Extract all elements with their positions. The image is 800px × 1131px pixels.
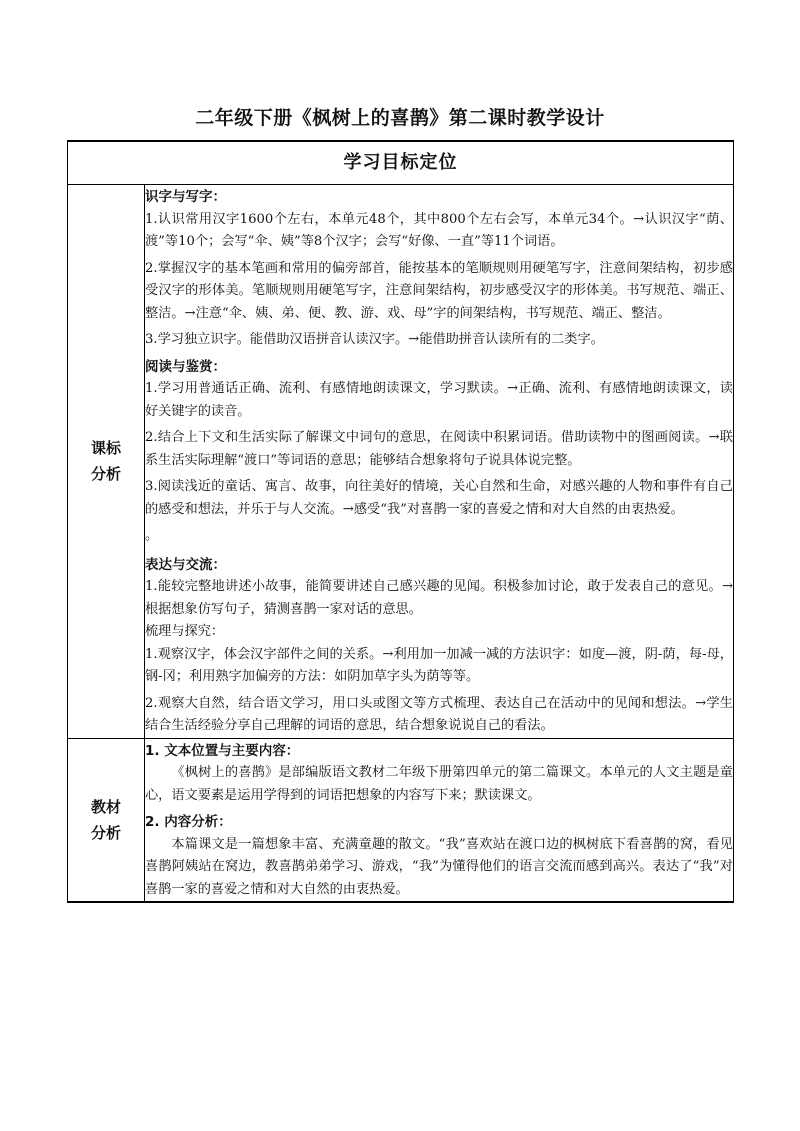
curriculum-label-line2: 分析	[90, 465, 121, 484]
exploration-heading: 梳理与探究：	[145, 624, 225, 639]
text-position-body: 《枫树上的喜鹊》是部编版语文教材二年级下册第四单元的第二篇课文。本单元的人文主题是童心，语文要素是运用学得到的词语把想象的内容写下来；默读课文。	[145, 765, 733, 803]
textbook-label-line2: 分析	[90, 823, 121, 842]
reading-item-2: 2.结合上下文和生活实际了解课文中词句的意思，在阅读中积累词语。借助读物中的图画阅读。→联系生活实际理解“渡口”等词语的意思；能够结合想象将句子说具体说完整。	[145, 430, 733, 468]
curriculum-label-line1: 课标	[90, 439, 121, 458]
stray-period: 。	[145, 528, 159, 543]
reading-item-3: 3.阅读浅近的童话、寓言、故事，向往美好的情境，关心自然和生命，对感兴趣的人物和事件有自己的感受和想法，并乐于与人交流。→感受“我”对喜鹊一家的喜爱之情和对大自然的由衷热爱。	[145, 479, 733, 517]
curriculum-analysis-row	[68, 185, 734, 739]
exploration-item-1: 1.观察汉字，体会汉字部件之间的关系。→利用加一加减一减的方法识字：如度—渡，阴-荫，每-母，钢-冈；利用熟字加偏旁的方法：如阴加草字头为荫等等。	[145, 646, 733, 684]
section-title: 学习目标定位	[68, 141, 734, 185]
expression-item-1: 1.能较完整地讲述小故事，能简要讲述自己感兴趣的见闻。积极参加讨论，敢于发表自己的意见。→根据想象仿写句子，猜测喜鹊一家对话的意思。	[145, 579, 733, 617]
content-analysis-heading: 2. 内容分析：	[145, 814, 232, 830]
textbook-label-line1: 教材	[90, 797, 121, 816]
document-title: 二年级下册《枫树上的喜鹊》第二课时教学设计	[195, 107, 605, 129]
literacy-item-1: 1.认识常用汉字1600个左右，本单元48个，其中800个左右会写，本单元34个。→认识汉字“荫、渡”等10个；会写“伞、姨”等8个汉字；会写“好像、一直”等11个词语。	[145, 211, 733, 249]
reading-item-1: 1.学习用普通话正确、流利、有感情地朗读课文，学习默读。→正确、流利、有感情地朗读课文，读好关键字的读音。	[145, 381, 733, 419]
text-position-heading: 1. 文本位置与主要内容：	[145, 742, 300, 759]
expression-heading: 表达与交流：	[145, 556, 226, 573]
reading-heading: 阅读与鉴赏：	[145, 358, 226, 375]
section-header-row	[68, 141, 734, 185]
literacy-item-2: 2.掌握汉字的基本笔画和常用的偏旁部首，能按基本的笔顺规则用硬笔写字，注意间架结构，初步感受汉字的形体美。笔顺规则用硬笔写字，注意间架结构，初步感受汉字的形体美。书写规范、端正、整洁。→注意“伞、姨、弟、便、教、游、戏、母”字的间架结构，书写规范、端正、整洁。	[145, 260, 733, 321]
curriculum-analysis-label	[68, 185, 145, 739]
textbook-analysis-row	[68, 738, 734, 902]
literacy-heading: 识字与写字：	[145, 189, 226, 205]
content-analysis-body: 本篇课文是一篇想象丰富、充满童趣的散文。“我”喜欢站在渡口边的枫树底下看喜鹊的窝，看见喜鹊阿姨站在窝边，教喜鹊弟弟学习、游戏，“我”为懂得他们的语言交流而感到高兴。表达了“我”对喜鹊一家的喜爱之情和对大自然的由衷热爱。	[145, 836, 733, 897]
literacy-item-3: 3.学习独立识字。能借助汉语拼音认读汉字。→能借助拼音认读所有的二类字。	[145, 332, 604, 347]
lesson-plan-table	[67, 140, 734, 903]
textbook-analysis-label	[68, 738, 145, 902]
textbook-analysis-content	[145, 738, 734, 902]
exploration-item-2: 2.观察大自然，结合语文学习，用口头或图文等方式梳理、表达自己在活动中的见闻和想法。→学生结合生活经验分享自己理解的词语的意思，结合想象说说自己的看法。	[145, 695, 733, 733]
curriculum-analysis-content	[145, 185, 734, 739]
